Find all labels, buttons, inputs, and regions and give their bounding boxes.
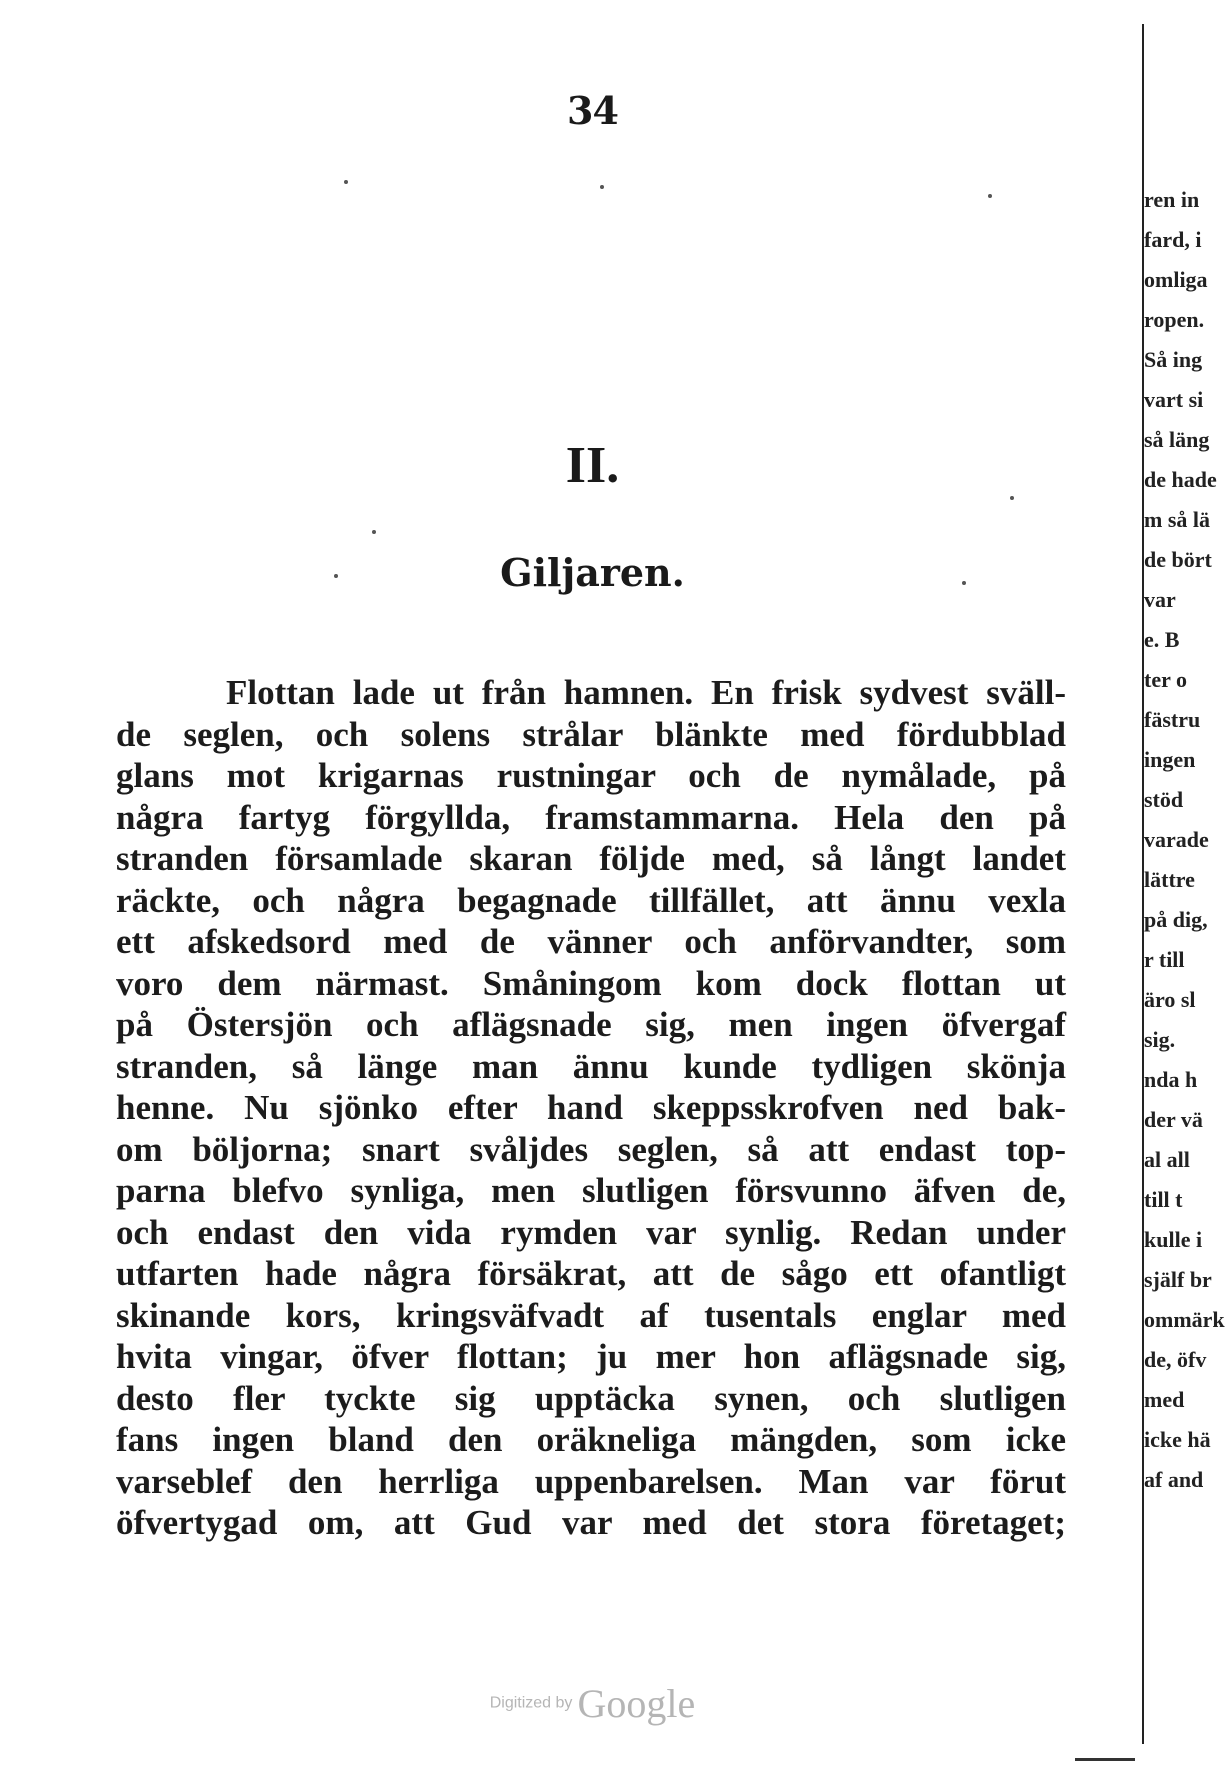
edge-fragment: själf br — [1144, 1267, 1212, 1292]
ink-speck — [334, 574, 338, 578]
edge-fragment: kulle i — [1144, 1227, 1203, 1252]
edge-fragment: varade — [1144, 827, 1209, 852]
edge-fragment: r till — [1144, 947, 1185, 972]
text-line: parna blefvo synliga, men slutligen försvunno äfven de, — [116, 1171, 1066, 1210]
edge-fragment: stöd — [1144, 787, 1184, 812]
edge-fragment: Så ing — [1144, 347, 1203, 372]
text-line: räckte, och några begagnade tillfället, att ännu vexla — [116, 880, 1066, 920]
ink-speck — [600, 185, 604, 189]
ink-speck — [962, 581, 966, 585]
ink-speck — [372, 530, 376, 534]
edge-fragment: ingen — [1144, 747, 1196, 772]
edge-fragment: fard, i — [1144, 227, 1202, 252]
text-line: hvita vingar, öfver flottan; ju mer hon aflägsnade sig, — [116, 1337, 1066, 1376]
edge-fragment: med — [1144, 1387, 1185, 1412]
text-line: stranden församlade skaran följde med, så långt landet — [116, 839, 1066, 878]
text-line: desto fler tyckte sig upptäcka synen, och slutligen — [116, 1378, 1066, 1418]
chapter-title: Giljaren. — [500, 550, 685, 595]
text-line: Flottan lade ut från hamnen. En frisk sydvest sväll- — [226, 673, 1066, 712]
edge-fragment: omliga — [1144, 267, 1208, 292]
edge-fragment: de hade — [1144, 467, 1217, 492]
edge-fragment: ropen. — [1144, 307, 1205, 332]
edge-fragment: ommärk — [1144, 1307, 1225, 1332]
text-line: de seglen, och solens strålar blänkte med fördubblad — [116, 714, 1066, 754]
edge-fragment: på dig, — [1144, 907, 1208, 932]
edge-fragment: till t — [1144, 1187, 1183, 1212]
text-line: utfarten hade några försäkrat, att de sågo ett ofantligt — [116, 1254, 1066, 1293]
edge-fragment: de bört — [1144, 547, 1212, 572]
edge-fragment: nda h — [1144, 1067, 1198, 1092]
text-line: på Östersjön och aflägsnade sig, men ingen öfvergaf — [116, 1005, 1066, 1044]
edge-fragment: m så lä — [1144, 507, 1210, 532]
text-line: glans mot krigarnas rustningar och de nymålade, på — [116, 756, 1066, 795]
text-line: varseblef den herrliga uppenbarelsen. Man var förut — [116, 1461, 1066, 1501]
digitized-by-watermark — [0, 1680, 1185, 1727]
edge-fragment: der vä — [1144, 1107, 1203, 1132]
edge-fragment: icke hä — [1144, 1427, 1211, 1452]
edge-fragment: lättre — [1144, 867, 1195, 892]
ink-speck — [1010, 496, 1014, 500]
edge-fragment: ter o — [1144, 667, 1187, 692]
edge-fragment: fästru — [1144, 707, 1201, 732]
edge-fragment: var — [1144, 587, 1176, 612]
text-line: skinande kors, kringsväfvadt af tusentals englar med — [116, 1295, 1066, 1335]
text-line: om böljorna; snart svåljdes seglen, så att endast top- — [116, 1129, 1066, 1169]
text-line: och endast den vida rymden var synlig. Redan under — [116, 1212, 1066, 1252]
edge-fragment: af and — [1144, 1467, 1204, 1492]
edge-fragment: äro sl — [1144, 987, 1196, 1012]
google-logo: Google — [577, 1681, 696, 1726]
text-line: öfvertygad om, att Gud var med det stora företaget; — [116, 1503, 1066, 1542]
text-line: henne. Nu sjönko efter hand skeppsskrofven ned bak- — [116, 1088, 1066, 1127]
text-line: stranden, så länge man ännu kunde tydligen skönja — [116, 1046, 1066, 1086]
text-line: fans ingen bland den oräkneliga mängden, som icke — [116, 1420, 1066, 1459]
ink-speck — [344, 180, 348, 184]
ink-speck — [988, 194, 992, 198]
text-line: voro dem närmast. Småningom kom dock flottan ut — [116, 963, 1066, 1003]
facing-page-edge-text — [1144, 180, 1225, 1580]
chapter-numeral: II. — [565, 437, 620, 494]
body-text — [116, 672, 1066, 1544]
bottom-edge-mark — [1075, 1758, 1135, 1761]
edge-fragment: vart si — [1144, 387, 1204, 412]
page-number: 34 — [567, 88, 618, 133]
digitized-by-label: Digitized by — [489, 1694, 573, 1712]
edge-fragment: de, öfv — [1144, 1347, 1207, 1372]
text-line: några fartyg förgyllda, framstammarna. Hela den på — [116, 797, 1066, 837]
edge-fragment: sig. — [1144, 1027, 1176, 1052]
text-line: ett afskedsord med de vänner och anförvandter, som — [116, 922, 1066, 961]
edge-fragment: al all — [1144, 1147, 1190, 1172]
edge-fragment: e. B — [1144, 627, 1180, 652]
edge-fragment: så läng — [1144, 427, 1210, 452]
edge-fragment: ren in — [1144, 187, 1200, 212]
